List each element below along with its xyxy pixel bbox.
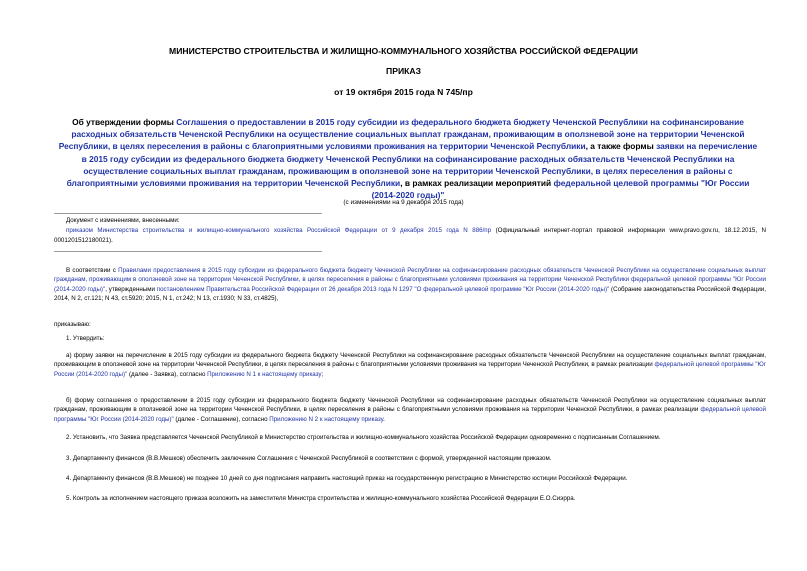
revision-note: (с изменениями на 9 декабря 2015 года) (343, 199, 464, 206)
item-1b-link-appendix[interactable]: Приложению N 2 к настоящему приказу (269, 415, 384, 423)
title-text-2: , а также формы (585, 141, 657, 152)
item-1a (54, 351, 766, 379)
item-1: 1. Утвердить: (66, 335, 105, 342)
title-text-1: Об утверждении формы (72, 117, 177, 127)
item-3: 3. Департаменту финансов (В.В.Мешков) обеспечить заключение Соглашения с Чеченской Республикой в соответствии с формой, утвержденной настоящим приказом. (66, 455, 552, 462)
preamble-text-1: В соответствии с (66, 267, 119, 274)
item-1a-text-3: ; (321, 370, 324, 378)
item-1b-link-program[interactable]: федеральной целевой программы "Юг России (2014-2020 годы)" (54, 406, 766, 423)
item-4: 4. Департаменту финансов (В.В.Мешков) не позднее 10 дней со дня подписания направить настоящий приказ на государственную регистрацию в Министерство юстиции Российской Федерации. (66, 475, 628, 482)
title-link-application[interactable]: заявки на перечисление в 2015 году субсидии из федерального бюджета бюджету Чеченской Республики на софинансирование расходных обязательств Чеченской Республики на осуществление социальных выплат гражданам, проживающим в оползневой зоне на территории Чеченской Республики, в целях переселения в районы с благоприятными условиями проживания на территории Чеченской Республики (66, 141, 758, 189)
item-1a-link-appendix[interactable]: Приложению N 1 к настоящему приказу (207, 370, 322, 378)
item-1b-text-1: б) форму соглашения о предоставлении в 2015 году субсидии из федерального бюджета бюджету Чеченской Республики на софинансирование расходных обязательств Чеченской Республики на осуществление социальных выплат гражданам, проживающим в оползневой зоне на территории Чеченской Республики, в целях переселения в районы с благоприятными условиями проживания на территории Чеченской Республики, в рамках реализации (54, 397, 766, 414)
preamble-link-rules[interactable]: Правилами предоставления в 2015 году субсидии из федерального бюджета бюджету Чеченской Республики на софинансирование расходных обязательств Чеченской Республики на осуществление социальных выплат гражданам, проживающим в оползневой зоне на территории Чеченской Республики, в целях переселения в районы с благоприятными условиями проживания на территории Чеченской Республики федеральной целевой программы "Юг России (2014-2020 годы)" (54, 267, 766, 293)
ministry-heading: МИНИСТЕРСТВО СТРОИТЕЛЬСТВА И ЖИЛИЩНО-КОММУНАЛЬНОГО ХОЗЯЙСТВА РОССИЙСКОЙ ФЕДЕРАЦИИ (169, 46, 638, 56)
item-1b (54, 396, 766, 424)
divider-top (54, 213, 322, 214)
changes-link[interactable]: приказом Министерства строительства и жилищно-коммунального хозяйства Российской Федерации от 9 декабря 2015 года N 886/пр (66, 227, 492, 234)
title-text-3: , в рамках реализации мероприятий (400, 178, 554, 189)
changes-rest: (Официальный интернет-портал правовой информации www.pravo.gov.ru, 18.12.2015, N 0001201512180021). (54, 227, 766, 244)
item-2: 2. Установить, что Заявка представляется Чеченской Республикой в Министерство строительства и жилищно-коммунального хозяйства Российской Федерации одновременно с подписанным Соглашением. (66, 434, 661, 441)
orders-word: приказываю: (54, 321, 91, 328)
item-1a-text-1: а) форму заявки на перечисление в 2015 году субсидии из федерального бюджета бюджету Чеченской Республики на софинансирование расходных обязательств Чеченской Республики на осуществление социальных выплат гражданам, проживающим в оползневой зоне на территории Чеченской Республики, в целях переселения в районы с благоприятными условиями проживания на территории Чеченской Республики, в рамках реализации (54, 352, 766, 369)
document-title (58, 116, 758, 201)
preamble-text-3: (Собрание законодательства Российской Федерации, 2014, N 2, ст.121; N 43, ст.5920; 2015, N 1, ст.242; N 13, ст.1930; N 33, ст.4825), (54, 285, 766, 303)
preamble-link-resolution[interactable]: постановлением Правительства Российской Федерации от 26 декабря 2013 года N 1297 "О федеральной целевой программе "Юг России (2014-2020 годы)" (156, 285, 610, 293)
item-1b-text-2: (далее - Соглашение), согласно (173, 415, 270, 423)
divider-bottom (54, 251, 322, 252)
changes-body (54, 226, 766, 245)
changes-heading: Документ с изменениями, внесенными: (66, 217, 180, 224)
document-type: ПРИКАЗ (386, 66, 421, 76)
date-number: от 19 октября 2015 года N 745/пр (334, 87, 473, 97)
preamble (54, 266, 766, 304)
preamble-text-2: , утвержденными (105, 285, 157, 293)
title-link-agreement[interactable]: Соглашения о предоставлении в 2015 году субсидии из федерального бюджета бюджету Чеченской Республики на софинансирование расходных обязательств Чеченской Республики на осуществление социальных выплат гражданам, проживающим в оползневой зоне на территории Чеченской Республики, в целях переселения в районы с благоприятными условиями проживания на территории Чеченской Республики (58, 117, 745, 152)
item-1a-link-program[interactable]: федеральной целевой программы "Юг России (2014-2020 годы)" (54, 361, 767, 378)
item-5: 5. Контроль за исполнением настоящего приказа возложить на заместителя Министра строительства и жилищно-коммунального хозяйства Российской Федерации Е.О.Сиэрра. (66, 495, 576, 502)
title-link-program[interactable]: федеральной целевой программы "Юг России (2014-2020 годы)" (371, 178, 750, 201)
item-1a-text-2: (далее - Заявка), согласно (127, 370, 208, 378)
item-1b-text-3: . (383, 415, 385, 423)
